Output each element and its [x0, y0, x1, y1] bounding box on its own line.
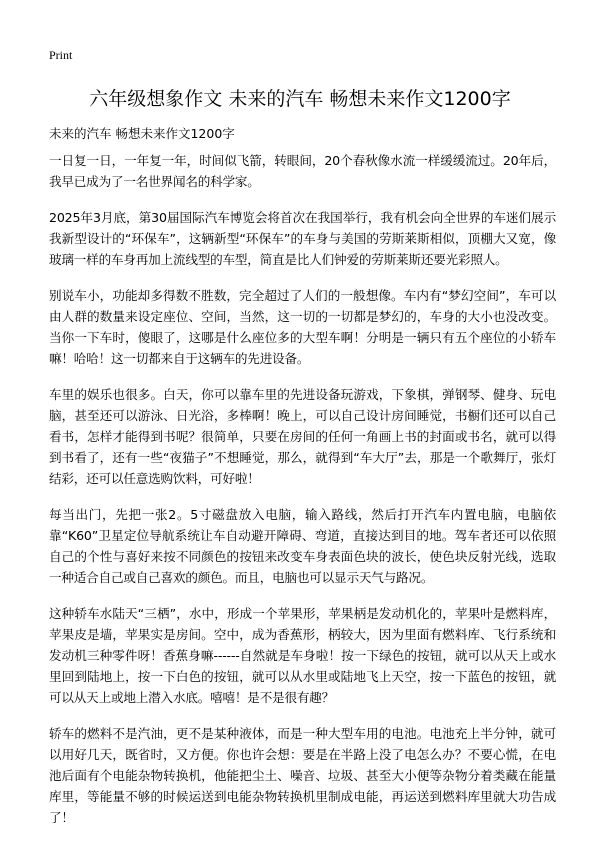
article-body [49, 150, 556, 843]
print-link[interactable]: Print [49, 48, 73, 62]
paragraph-4: 车里的娱乐也很多。白天，你可以靠车里的先进设备玩游戏，下象棋，弹钢琴、健身、玩电脑，甚至还可以游泳、日光浴，多棒啊！晚上，可以自己设计房间睡觉，书橱们还可以自己看书，怎样才能得到书呢？很简单，只要在房间的任何一角画上书的封面或书名，就可以得到书看了，还有一些“夜猫子”不想睡觉，那么，就得到“车大厅”去，那是一个歌舞厅，张灯结彩，还可以任意选购饮料，可好啦！ [49, 387, 556, 486]
paragraph-1: 一日复一日，一年复一年，时间似飞箭，转眼间，20个春秋像水流一样缓缓流过。20年后，我早已成为了一名世界闻名的科学家。 [49, 153, 556, 189]
paragraph-2: 2025年3月底，第30届国际汽车博览会将首次在我国举行，我有机会向全世界的车迷们展示我新型设计的“环保车”，这辆新型“环保车”的车身与美国的劳斯莱斯相似，顶棚大又宽，像玻璃一样的车身再加上流线型的车型，简直是比人们钟爱的劳斯莱斯还要光彩照人。 [49, 210, 556, 267]
paragraph-3: 别说车小，功能却多得数不胜数，完全超过了人们的一般想像。车内有“梦幻空间”，车可以由人群的数量来设定座位、空间，当然，这一切的一切都是梦幻的，车身的大小也没改变。当你一下车时，傻眼了，这哪是什么座位多的大型车啊！分明是一辆只有五个座位的小轿车嘛！哈哈！这一切都来自于这辆车的先进设备。 [49, 288, 556, 366]
paragraph-5: 每当出门，先把一张2。5寸磁盘放入电脑，输入路线，然后打开汽车内置电脑，电脑依靠“K60”卫星定位导航系统让车自动避开障碍、弯道，直接达到目的地。驾车者还可以依照自己的个性与喜好来按不同颜色的按钮来改变车身表面色块的波长，使色块反射光线，选取一种适合自己或自己喜欢的颜色。而且，电脑也可以显示天气与路况。 [49, 507, 556, 585]
paragraph-7: 轿车的燃料不是汽油，更不是某种液体，而是一种大型车用的电池。电池充上半分钟，就可以用好几天，既省时，又方便。你也许会想：要是在半路上没了电怎么办？不要心慌，在电池后面有个电能杂物转换机，他能把尘土、噪音、垃圾、甚至大小便等杂物分着类藏在能量库里，等能量不够的时候运送到电能杂物转换机里制成电能，再运送到燃料库里就大功告成了！ [49, 726, 556, 825]
page-title: 六年级想象作文 未来的汽车 畅想未来作文1200字 [89, 88, 511, 110]
paragraph-6: 这种轿车水陆天“三栖”，水中，形成一个苹果形，苹果柄是发动机化的，苹果叶是燃料库，苹果皮是墙，苹果实是房间。空中，成为香蕉形，柄较大，因为里面有燃料库、飞行系统和发动机三种零件呀！香蕉身嘛------自然就是车身啦！按一下绿色的按钮，就可以从天上或水里回到陆地上，按一下白色的按钮，就可以从水里或陆地飞上天空，按一下蓝色的按钮，就可以从天上或地上潜入水底。嘻嘻！是不是很有趣？ [49, 606, 556, 705]
article-subtitle: 未来的汽车 畅想未来作文1200字 [49, 126, 235, 141]
